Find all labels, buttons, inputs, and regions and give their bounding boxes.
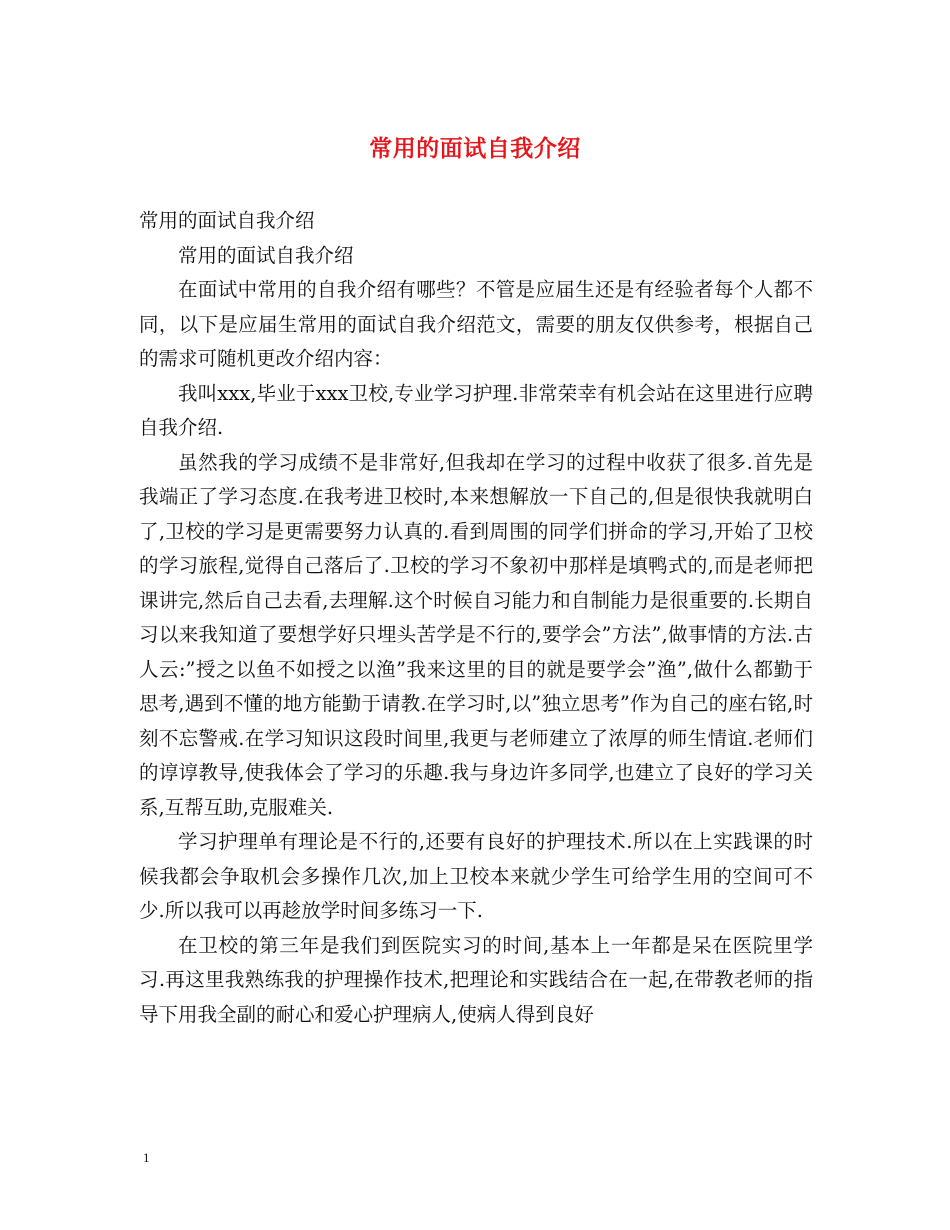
section-subheading: 常用的面试自我介绍 [178,243,354,267]
document-title: 常用的面试自我介绍 [369,135,581,162]
page-number: 1 [143,1150,150,1165]
paragraph-internship: 在卫校的第三年是我们到医院实习的时间,基本上一年都是呆在医院里学习.再这里我熟练我的护理操作技术,把理论和实践结合在一起,在带教老师的指导下用我全副的耐心和爱心护理病人,使病人得到良好 [139,933,813,1026]
section-heading: 常用的面试自我介绍 [139,209,315,232]
paragraph-study: 虽然我的学习成绩不是非常好,但我却在学习的过程中收获了很多.首先是我端正了学习态度.在我考进卫校时,本来想解放一下自己的,但是很快我就明白了,卫校的学习是更需要努力认真的.看到周围的同学们拼命的学习,开始了卫校的学习旅程,觉得自己落后了.卫校的学习不象初中那样是填鸭式的,而是老师把课讲完,然后自己去看,去理解.这个时候自习能力和自制能力是很重要的.长期自习以来我知道了要想学好只埋头苦学是不行的,要学会”方法”,做事情的方法.古人云:”授之以鱼不如授之以渔”我来这里的目的就是要学会”渔”,做什么都勤于思考,遇到不懂的地方能勤于请教.在学习时,以”独立思考”作为自己的座右铭,时刻不忘警戒.在学习知识这段时间里,我更与老师建立了浓厚的师生情谊.老师们的谆谆教导,使我体会了学习的乐趣.我与身边许多同学,也建立了良好的学习关系,互帮互助,克服难关. [139,450,813,819]
paragraph-intro: 在面试中常用的自我介绍有哪些？不管是应届生还是有经验者每个人都不同，以下是应届生常用的面试自我介绍范文，需要的朋友仅供参考，根据自己的需求可随机更改介绍内容： [139,278,813,370]
paragraph-practice: 学习护理单有理论是不行的,还要有良好的护理技术.所以在上实践课的时候我都会争取机会多操作几次,加上卫校本来就少学生可给学生用的空间可不少.所以我可以再趁放学时间多练习一下. [139,830,813,922]
paragraph-self-intro: 我叫xxx,毕业于xxx卫校,专业学习护理.非常荣幸有机会站在这里进行应聘自我介绍. [139,381,813,439]
document-body [139,204,813,1032]
